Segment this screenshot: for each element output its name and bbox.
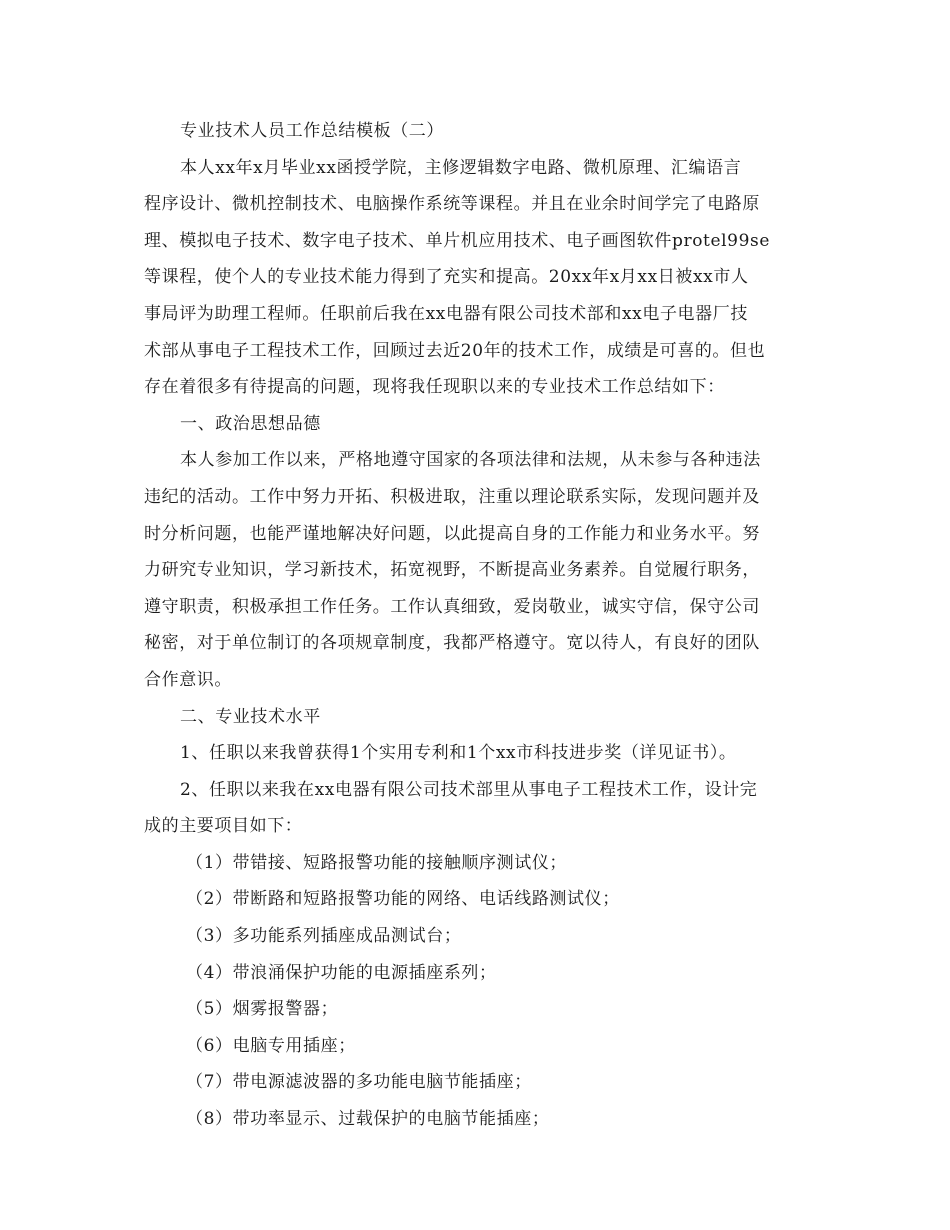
project-item: （4）带浪涌保护功能的电源插座系列； <box>186 962 497 983</box>
document-body <box>144 113 808 1138</box>
project-item: （6）电脑专用插座； <box>186 1035 356 1056</box>
project-item: （3）多功能系列插座成品测试台； <box>186 926 462 947</box>
intro-line: 事局评为助理工程师。任职前后我在xx电器有限公司技术部和xx电子电器厂技 <box>144 303 748 324</box>
section-heading-technical: 二、专业技术水平 <box>180 706 321 727</box>
project-item: （8）带功率显示、过载保护的电脑节能插座； <box>186 1109 550 1130</box>
section-heading-politics: 一、政治思想品德 <box>180 413 321 434</box>
intro-line: 存在着很多有待提高的问题，现将我任现职以来的专业技术工作总结如下： <box>144 377 725 398</box>
project-item: （5）烟雾报警器； <box>186 999 339 1020</box>
document-title: 专业技术人员工作总结模板（二） <box>180 121 444 141</box>
section1-line: 本人参加工作以来，严格地遵守国家的各项法律和法规，从未参与各种违法 <box>180 450 761 471</box>
section1-line: 力研究专业知识，学习新技术，拓宽视野，不断提高业务素养。自觉履行职务， <box>144 560 760 581</box>
intro-line: 理、模拟电子技术、数字电子技术、单片机应用技术、电子画图软件protel99se <box>144 230 770 251</box>
section1-line: 秘密，对于单位制订的各项规章制度，我都严格遵守。宽以待人，有良好的团队 <box>144 633 760 654</box>
project-item: （1）带错接、短路报警功能的接触顺序测试仪； <box>186 852 568 873</box>
section2-point2-line: 成的主要项目如下： <box>144 816 303 837</box>
intro-line: 术部从事电子工程技术工作，回顾过去近20年的技术工作，成绩是可喜的。但也 <box>144 340 766 361</box>
intro-line: 等课程，使个人的专业技术能力得到了充实和提高。20xx年x月xx日被xx市人 <box>144 267 749 288</box>
intro-line: 本人xx年x月毕业xx函授学院，主修逻辑数字电路、微机原理、汇编语言 <box>180 157 742 178</box>
section1-line: 时分析问题，也能严谨地解决好问题，以此提高自身的工作能力和业务水平。努 <box>144 523 760 544</box>
section2-point2-line: 2、任职以来我在xx电器有限公司技术部里从事电子工程技术工作，设计完 <box>180 779 758 800</box>
section1-line: 违纪的活动。工作中努力开拓、积极进取，注重以理论联系实际，发现问题并及 <box>144 486 760 507</box>
project-item: （2）带断路和短路报警功能的网络、电话线路测试仪； <box>186 889 620 910</box>
intro-line: 程序设计、微机控制技术、电脑操作系统等课程。并且在业余时间学完了电路原 <box>144 194 760 215</box>
section1-line: 合作意识。 <box>144 669 232 690</box>
section2-point1: 1、任职以来我曾获得1个实用专利和1个xx市科技进步奖（详见证书）。 <box>180 743 737 764</box>
project-item: （7）带电源滤波器的多功能电脑节能插座； <box>186 1072 532 1093</box>
section1-line: 遵守职责，积极承担工作任务。工作认真细致，爱岗敬业，诚实守信，保守公司 <box>144 596 760 617</box>
